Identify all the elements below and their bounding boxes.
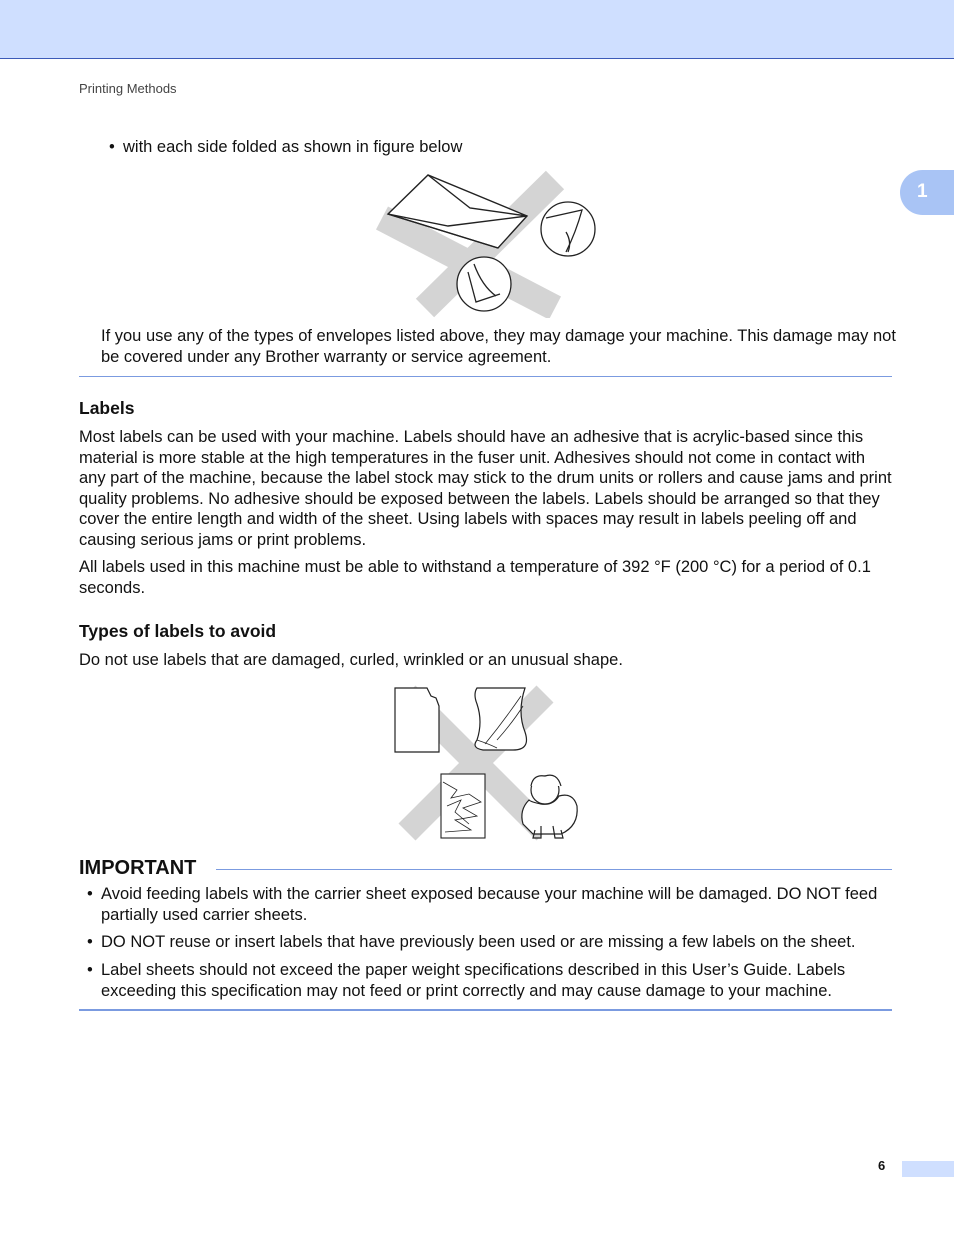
avoid-heading: Types of labels to avoid [79, 621, 277, 641]
folded-corner-detail-left [457, 257, 511, 311]
wrinkled-label-sheet [441, 774, 485, 838]
bullet-dot: • [87, 961, 93, 979]
labels-paragraph-1: Most labels can be used with your machine. Labels should have an adhesive that is acrylic-based since this material is more stable at the high temperatures in the fuser unit. Adhesives should not come in contact with any part of the machine, because the label stock may stick to the drum units or rollers and cause jams and print quality problems. No adhesive should be exposed between the labels. Labels should be arranged so that they cover the entire length and width of the sheet. Using labels with spaces may result in labels peeling off and causing serious jams or print problems. [79, 428, 892, 549]
important-rule [216, 869, 892, 870]
important-item: Avoid feeding labels with the carrier sheet exposed because your machine will be damaged. DO NOT feed partially used carrier sheets. [101, 885, 878, 924]
bullet-dot: • [87, 885, 93, 903]
bullet-dot: • [109, 138, 115, 156]
important-item: DO NOT reuse or insert labels that have previously been used or are missing a few labels on the sheet. [101, 933, 856, 951]
labels-paragraph-2: All labels used in this machine must be able to withstand a temperature of 392 °F (200 °C) for a period of 0.1 seconds. [79, 558, 871, 597]
envelope-warning-text: If you use any of the types of envelopes listed above, they may damage your machine. This damage may not be covered under any Brother warranty or service agreement. [101, 327, 896, 366]
curled-label-sheet [475, 688, 527, 750]
important-bottom-rule [79, 1009, 892, 1011]
page-number: 6 [878, 1158, 886, 1173]
bullet-dot: • [87, 933, 93, 951]
envelope-bullet-text: with each side folded as shown in figure below [123, 138, 463, 156]
unusual-shape-label [522, 775, 577, 838]
folded-corner-detail-right [541, 202, 595, 256]
labels-heading: Labels [79, 398, 135, 418]
envelope-folded-prohibited-icon [370, 168, 605, 318]
damaged-labels-prohibited-icon [385, 682, 585, 847]
avoid-text: Do not use labels that are damaged, curled, wrinkled or an unusual shape. [79, 651, 623, 669]
chapter-number: 1 [917, 181, 928, 202]
page-tab [902, 1161, 954, 1177]
section-divider [79, 376, 892, 377]
important-title: IMPORTANT [79, 857, 197, 879]
chapter-tab [900, 170, 954, 215]
important-item: Label sheets should not exceed the paper weight specifications described in this User’s Guide. Labels exceeding this specification may not feed or print correctly and may cause damage to your machine. [101, 961, 846, 1000]
running-head: Printing Methods [79, 81, 177, 96]
damaged-label-sheet [395, 688, 439, 752]
header-band [0, 0, 954, 59]
